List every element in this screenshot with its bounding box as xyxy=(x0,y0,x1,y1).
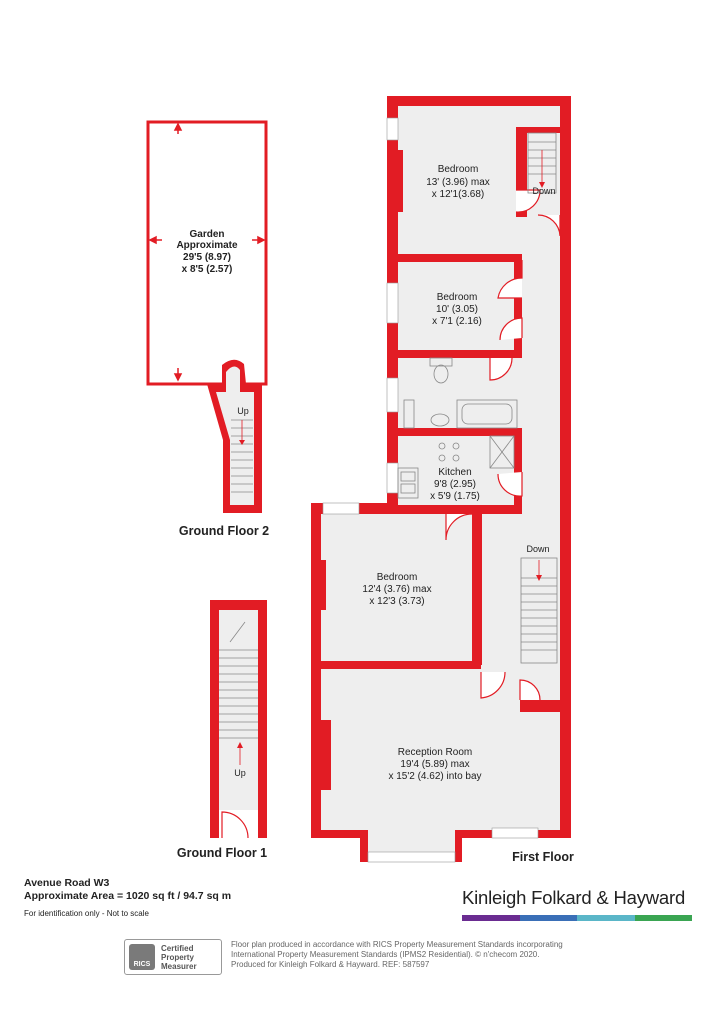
reception-name: Reception Room xyxy=(397,747,473,758)
floor-label-first: First Floor xyxy=(512,850,574,864)
rics-line1: Certified xyxy=(161,943,194,953)
rics-line3: Measurer xyxy=(161,961,197,971)
reception-dim1: 19'4 (5.89) max xyxy=(400,759,470,770)
property-area: Approximate Area = 1020 sq ft / 94.7 sq m xyxy=(24,890,232,902)
bedroom2-dim1: 10' (3.05) xyxy=(436,304,478,315)
disclaimer-line3: Produced for Kinleigh Folkard & Hayward. REF: 587597 xyxy=(231,960,430,969)
kitchen-dim1: 9'8 (2.95) xyxy=(434,479,476,490)
ground-floor-1 xyxy=(177,600,267,860)
rics-logo-icon: RICS xyxy=(129,944,155,970)
garden-name2: Approximate xyxy=(176,240,238,251)
property-address: Avenue Road W3 xyxy=(24,877,110,889)
kitchen-dim2: x 5'9 (1.75) xyxy=(430,491,480,502)
brand-name: Kinleigh Folkard & Hayward xyxy=(462,887,686,908)
disclaimer xyxy=(231,940,631,970)
bedroom3-dim1: 12'4 (3.76) max xyxy=(362,584,432,595)
rics-badge-text xyxy=(161,944,197,971)
property-note: For identification only - Not to scale xyxy=(24,909,149,918)
disclaimer-line2: International Property Measurement Standards (IPMS2 Residential). © n'checom 2020. xyxy=(231,950,540,959)
disclaimer-line1: Floor plan produced in accordance with RICS Property Measurement Standards incorporating xyxy=(231,940,563,949)
bedroom3-dim2: x 12'3 (3.73) xyxy=(369,596,425,607)
bedroom2-dim2: x 7'1 (2.16) xyxy=(432,316,482,327)
rics-badge xyxy=(124,939,222,975)
bedroom1-dim2: x 12'1(3.68) xyxy=(431,189,485,200)
reception-dim2: x 15'2 (4.62) into bay xyxy=(388,771,482,782)
ground-floor-2 xyxy=(148,122,269,538)
property-info xyxy=(24,877,231,920)
brand-bar-blue xyxy=(520,915,578,921)
ground1-floor xyxy=(219,610,258,832)
garden-name: Garden xyxy=(189,229,225,240)
garden-dim2: x 8'5 (2.57) xyxy=(181,264,233,275)
bedroom1-name: Bedroom xyxy=(437,164,479,175)
brand-bar-purple xyxy=(462,915,520,921)
floor-label-ground2: Ground Floor 2 xyxy=(178,524,270,538)
ground1-stair-label: Up xyxy=(234,768,246,778)
ground2-stair-label: Up xyxy=(237,406,249,416)
rics-line2: Property xyxy=(161,952,194,962)
bedroom2-name: Bedroom xyxy=(436,292,478,303)
garden-dim1: 29'5 (8.97) xyxy=(183,252,231,263)
brand-bar-green xyxy=(635,915,693,921)
top-stair-label: Down xyxy=(532,186,556,196)
floor-label-ground1: Ground Floor 1 xyxy=(176,846,268,860)
brand-color-bar xyxy=(462,915,692,921)
kitchen-name: Kitchen xyxy=(438,467,472,478)
bedroom3-name: Bedroom xyxy=(376,572,418,583)
bedroom1-dim1: 13' (3.96) max xyxy=(426,177,490,188)
brand-bar-teal xyxy=(577,915,635,921)
main-stair-label: Down xyxy=(526,544,550,554)
